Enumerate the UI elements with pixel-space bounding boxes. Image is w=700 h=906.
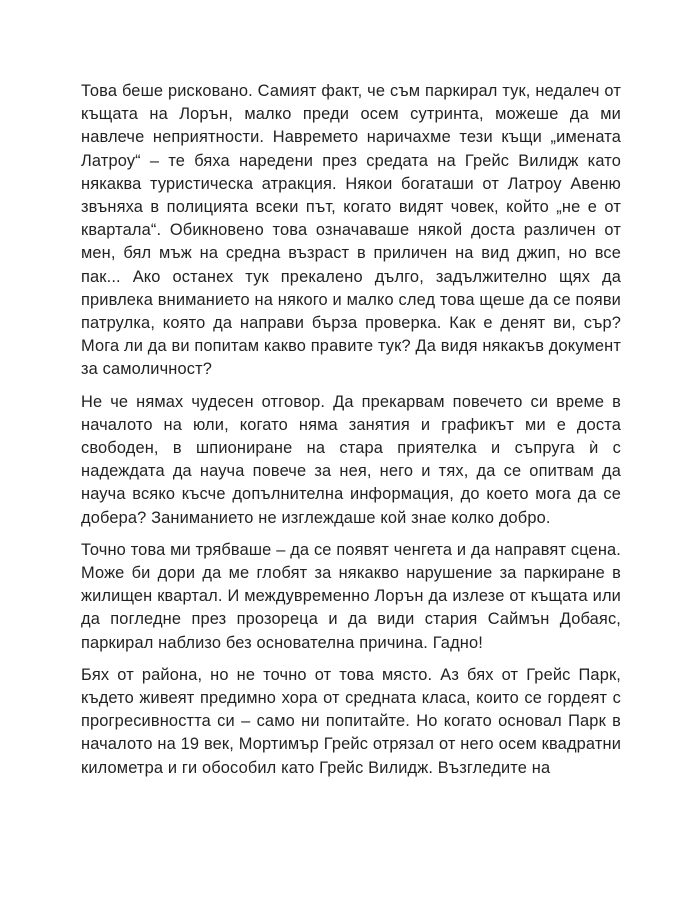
- paragraph: Бях от района, но не точно от това място. Аз бях от Грейс Парк, където живеят предимно хора от средната класа, които се гордеят с прогресивността си – само ни попитайте. Но когато основал Парк в началото на 19 век, Мортимър Грейс отрязал от него осем квадратни километра и ги обособил като Грейс Вилидж. Възгледите на: [81, 665, 621, 777]
- paragraph: Това беше рисковано. Самият факт, че съм паркирал тук, недалеч от къщата на Лорън, малко преди осем сутринта, можеше да ми навлече неприятности. Навремето наричахме тези къщи „имената Латроу“ – те бяха наредени през средата на Грейс Вилидж като някаква туристическа атракция. Някои богаташи от Латроу Авеню звъняха в полицията всеки път, когато видят човек, който „не е от квартала“. Обикновено това означаваше някой доста различен от мен, бял мъж на средна възраст в приличен на вид джип, но все пак... Ако останех тук прекалено дълго, задължително щях да привлека вниманието на някого и малко след това щеше да се появи патрулка, която да направи бърза проверка. Как е денят ви, сър? Мога ли да ви попитам какво правите тук? Да видя някакъв документ за самоличност?: [81, 82, 621, 379]
- paragraph: Не че нямах чудесен отговор. Да прекарвам повечето си време в началото на юли, когато няма занятия и графикът ми е доста свободен, в шпиониране на стара приятелка и съпруга ѝ с надеждата да науча повече за нея, него и тях, да се опитвам да науча всяко късче допълнителна информация, до което мога да се добера? Заниманието не изглеждаше кой знае колко добро.: [81, 392, 621, 527]
- document-body: [81, 80, 621, 789]
- paragraph: Точно това ми трябваше – да се появят ченгета и да направят сцена. Може би дори да ме глобят за някакво нарушение за паркиране в жилищен квартал. И междувременно Лорън да излезе от къщата или да погледне през прозореца и да види стария Саймън Добаяс, паркирал наблизо без основателна причина. Гадно!: [81, 540, 621, 652]
